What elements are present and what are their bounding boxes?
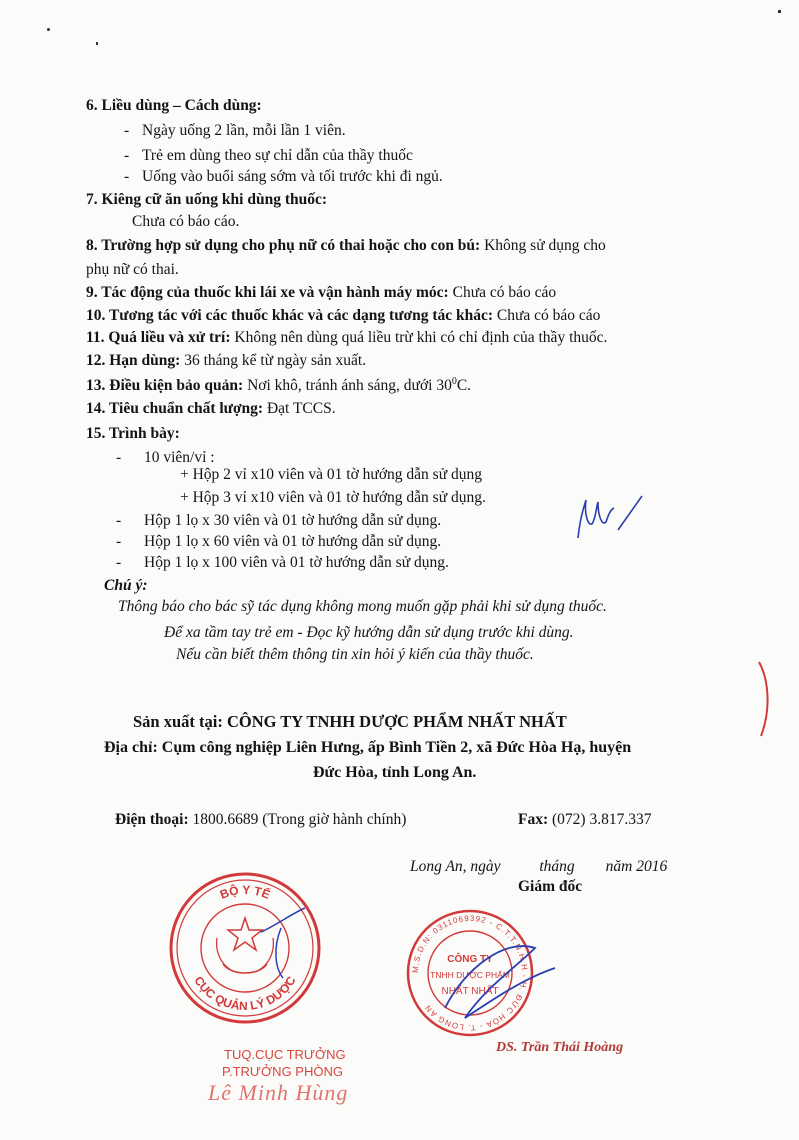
company-stamp bbox=[405, 908, 535, 1038]
scan-speck bbox=[96, 42, 98, 45]
stamp-left-signer: Lê Minh Hùng bbox=[208, 1080, 349, 1105]
section-8-heading: 8. Trường hợp sử dụng cho phụ nữ có thai hoặc cho con bú: bbox=[86, 237, 481, 254]
address-line: Địa chỉ: Cụm công nghiệp Liên Hưng, ấp Bình Tiền 2, xã Đức Hòa Hạ, huyện bbox=[104, 739, 632, 756]
stamp-ring-top: BỘ Y TẾ bbox=[217, 882, 273, 902]
note-heading: Chú ý: bbox=[104, 577, 148, 594]
initial-signature bbox=[570, 488, 660, 548]
company-stamp-center2: TNHH DƯỢC PHẨM bbox=[430, 970, 510, 980]
director-signer: DS. Trần Thái Hoàng bbox=[496, 1040, 624, 1055]
list-item: - Hộp 1 lọ x 60 viên và 01 tờ hướng dẫn sử dụng. bbox=[116, 533, 442, 550]
list-sub-item: + Hộp 2 vỉ x10 viên và 01 tờ hướng dẫn sử dụng bbox=[180, 466, 482, 483]
stamp-ring-bottom: CỤC QUẢN LÝ DƯỢC bbox=[191, 973, 299, 1014]
company-stamp-ring: M.S.D.N: 0311069392 - C.T.T.N.H.H - H. ĐỨC HÒA - T. LONG AN bbox=[410, 913, 530, 1033]
section-14: 14. Tiêu chuẩn chất lượng: Đạt TCCS. bbox=[86, 400, 336, 417]
section-9: 9. Tác động của thuốc khi lái xe và vận hành máy móc: Chưa có báo cáo bbox=[86, 284, 557, 301]
signer-title: Giám đốc bbox=[518, 878, 583, 895]
svg-text:BỘ Y TẾ bbox=[218, 882, 272, 902]
list-item: - 10 viên/vỉ : bbox=[116, 449, 215, 466]
section-13: 13. Điều kiện bảo quản: Nơi khô, tránh ánh sáng, dưới $30^0C$. bbox=[86, 376, 472, 395]
company-stamp-center1: CÔNG TY bbox=[447, 954, 493, 965]
section-7-heading: 7. Kiêng cữ ăn uống khi dùng thuốc: bbox=[86, 191, 328, 208]
section-8-continued: phụ nữ có thai. bbox=[86, 261, 179, 278]
scan-speck bbox=[778, 10, 781, 13]
note-line: Nếu cần biết thêm thông tin xin hỏi ý kiến của thầy thuốc. bbox=[176, 646, 534, 663]
phone: Điện thoại: 1800.6689 (Trong giờ hành chính) bbox=[115, 811, 407, 828]
section-11: 11. Quá liều và xử trí: Không nên dùng quá liều trừ khi có chỉ định của thầy thuốc. bbox=[86, 329, 608, 346]
fax: Fax: (072) 3.817.337 bbox=[518, 811, 652, 828]
place-date: Long An, ngày tháng năm 2016 bbox=[410, 858, 668, 875]
stamp-left-line2: P.TRƯỞNG PHÒNG bbox=[222, 1064, 343, 1079]
ministry-stamp bbox=[165, 868, 325, 1028]
edge-mark bbox=[755, 660, 775, 740]
list-sub-item: + Hộp 3 vỉ x10 viên và 01 tờ hướng dẫn sử dụng. bbox=[180, 489, 486, 506]
list-item: - Ngày uống 2 lần, mỗi lần 1 viên. bbox=[124, 122, 346, 139]
address-line: Đức Hòa, tỉnh Long An. bbox=[313, 764, 477, 781]
list-item: - Hộp 1 lọ x 100 viên và 01 tờ hướng dẫn sử dụng. bbox=[116, 554, 449, 571]
stamp-left-line1: TUQ.CỤC TRƯỞNG bbox=[224, 1047, 346, 1062]
section-15-heading: 15. Trình bày: bbox=[86, 425, 180, 442]
svg-text:CỤC QUẢN LÝ DƯỢC bbox=[191, 974, 298, 1014]
section-8: 8. Trường hợp sử dụng cho phụ nữ có thai hoặc cho con bú: Không sử dụng cho bbox=[86, 237, 606, 254]
section-12: 12. Hạn dùng: 36 tháng kể từ ngày sản xuất. bbox=[86, 352, 367, 369]
manufacturer-line: Sản xuất tại: CÔNG TY TNHH DƯỢC PHẨM NHẤT NHẤT bbox=[133, 712, 567, 731]
company-stamp-center3: NHẤT NHẤT bbox=[441, 986, 499, 997]
list-item: - Hộp 1 lọ x 30 viên và 01 tờ hướng dẫn sử dụng. bbox=[116, 512, 442, 529]
list-item: - Trẻ em dùng theo sự chỉ dẫn của thầy thuốc bbox=[124, 147, 413, 164]
section-7-text: Chưa có báo cáo. bbox=[132, 213, 240, 230]
note-line: Thông báo cho bác sỹ tác dụng không mong muốn gặp phải khi sử dụng thuốc. bbox=[118, 598, 607, 615]
note-line: Để xa tầm tay trẻ em - Đọc kỹ hướng dẫn sử dụng trước khi dùng. bbox=[164, 624, 574, 641]
section-6-heading: 6. Liều dùng – Cách dùng: bbox=[86, 97, 262, 114]
scan-speck bbox=[47, 28, 50, 31]
section-10: 10. Tương tác với các thuốc khác và các dạng tương tác khác: Chưa có báo cáo bbox=[86, 307, 601, 324]
list-item: - Uống vào buổi sáng sớm và tối trước khi đi ngủ. bbox=[124, 168, 443, 185]
